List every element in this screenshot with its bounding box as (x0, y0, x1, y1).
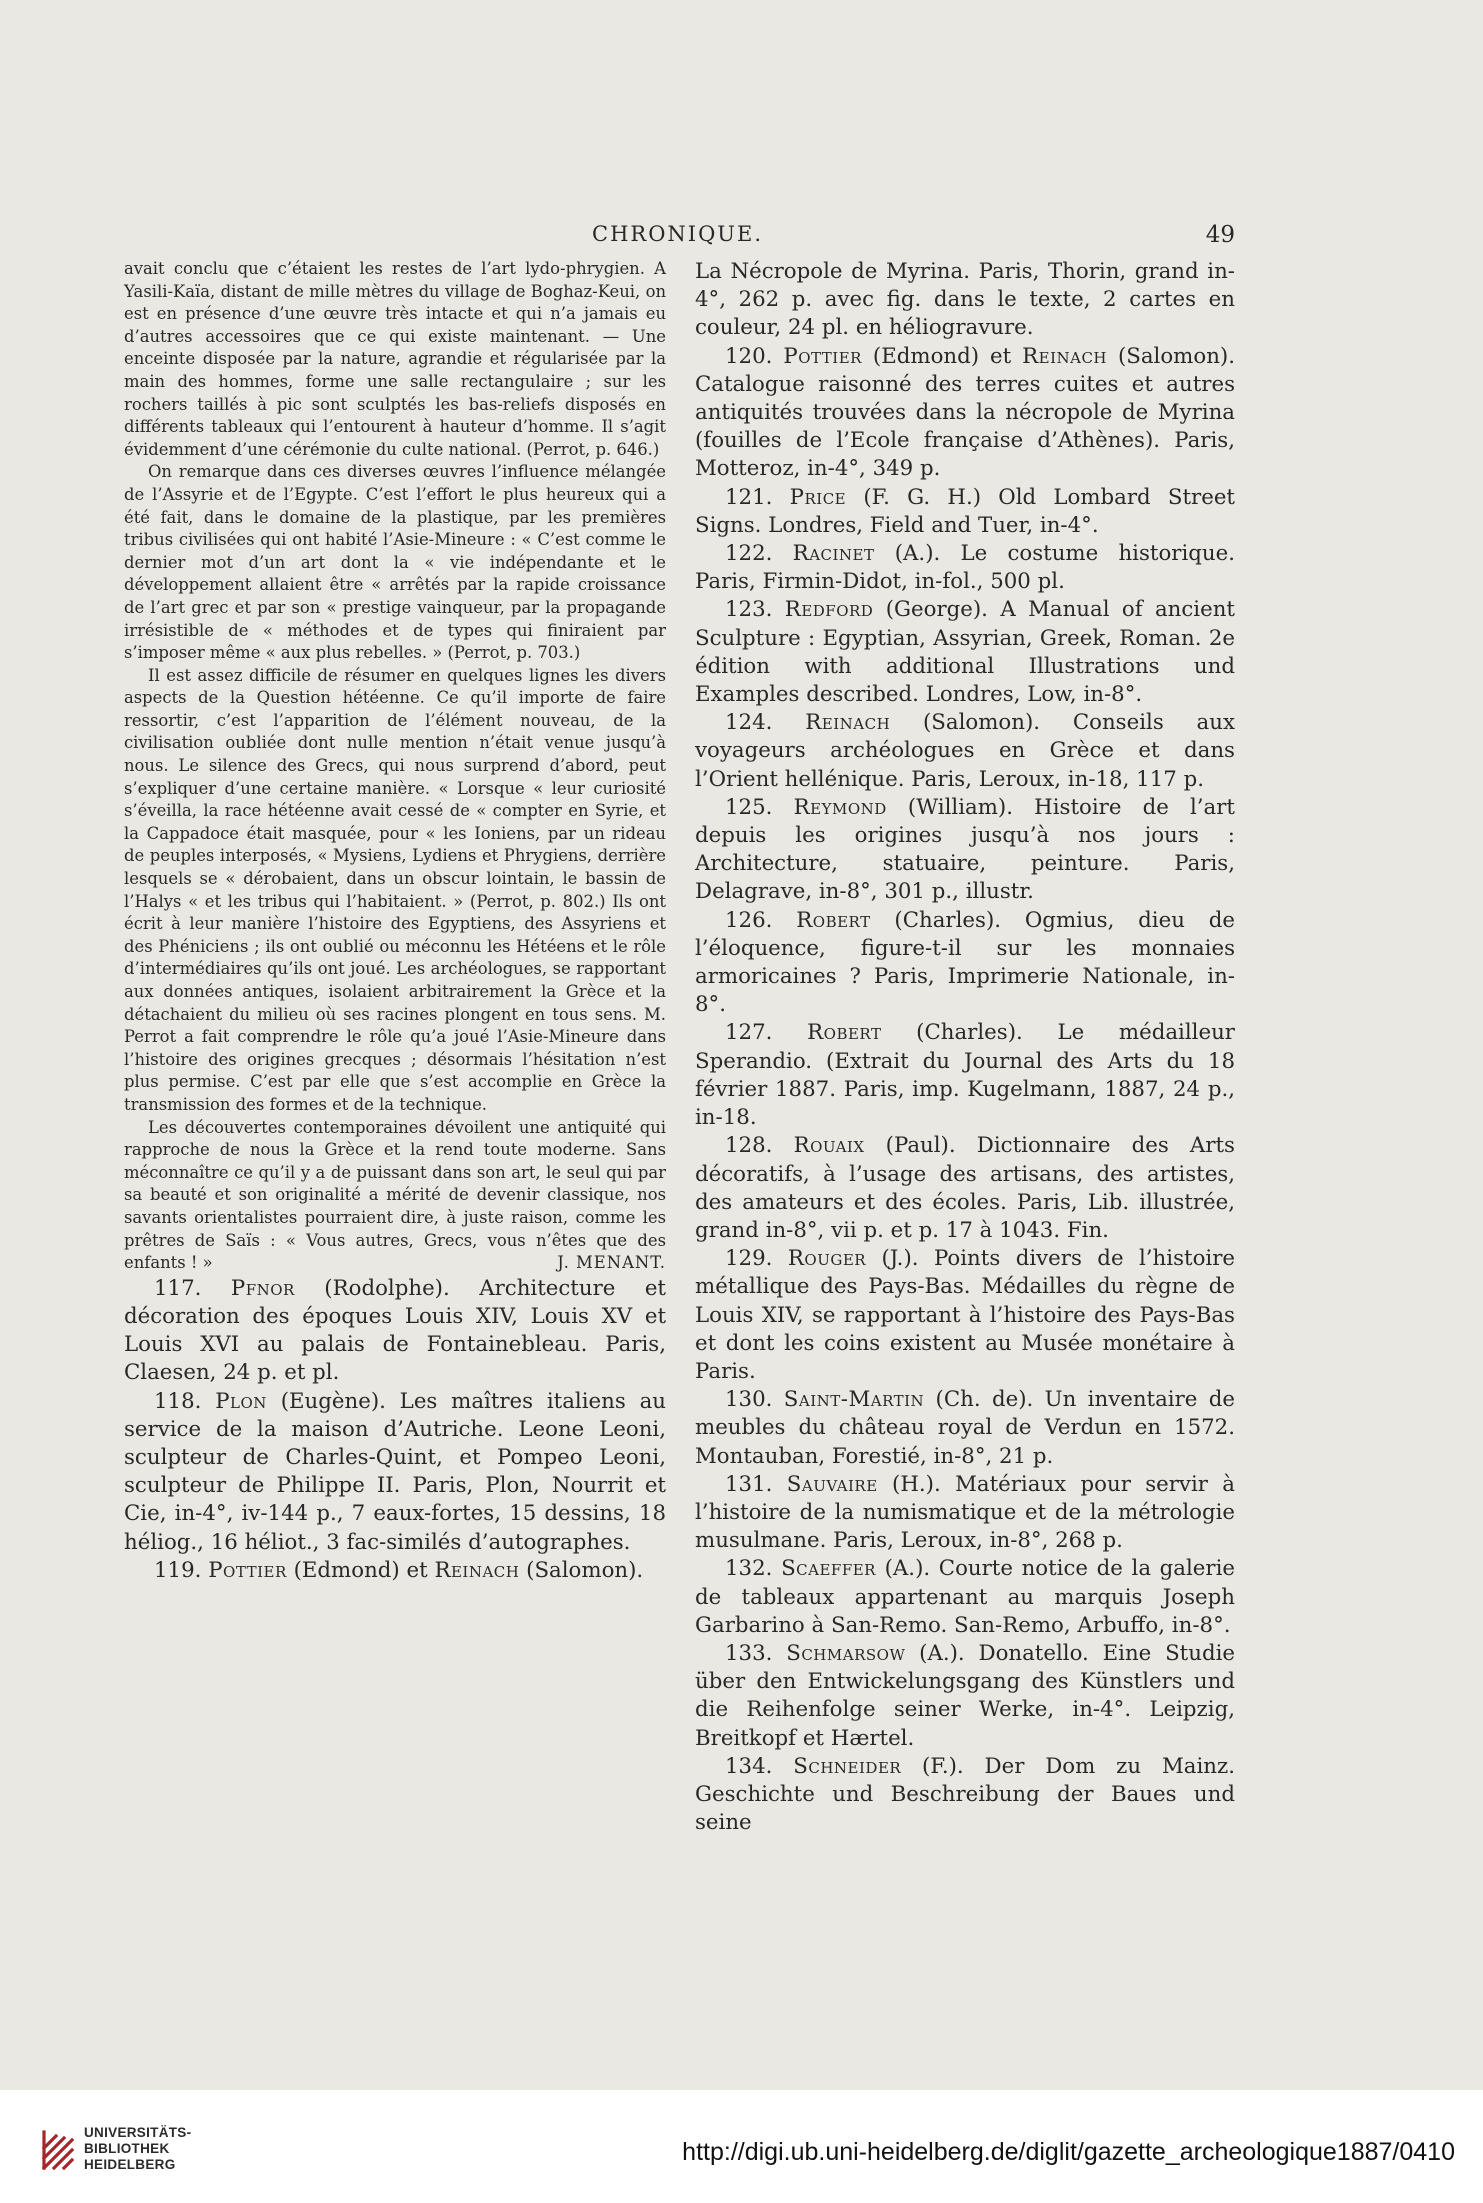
entry-number: 119. (154, 1557, 202, 1583)
entry-number: 130. (725, 1387, 773, 1413)
entry-number: 133. (725, 1640, 773, 1666)
entry-text: (William). Histoire de l’art depuis les origines jusqu’à nos jours : Architecture, statuaire, peinture. Paris, Delagrave, in-8°, 301 p., illustr. (695, 794, 1235, 905)
ub-heidelberg-logo-icon (40, 2122, 76, 2172)
entry-author: Reinach (434, 1557, 520, 1583)
entry-author: Rouaix (793, 1133, 865, 1159)
bibliography-entry (124, 1275, 666, 1388)
author-signature: J. MENANT. (557, 1253, 666, 1273)
entry-author: Schmarsow (786, 1640, 906, 1666)
entry-number: 124. (725, 710, 773, 736)
entry-text: (Paul). Dictionnaire des Arts décoratifs, à l’usage des artisans, des artistes, des amateurs et des écoles. Paris, Lib. illustrée, grand in-8°, vii p. et p. 17 à 1043. Fin. (695, 1133, 1235, 1243)
bibliography-entry (695, 709, 1235, 794)
source-url[interactable]: http://digi.ub.uni-heidelberg.de/diglit/gazette_archeologique1887/0410 (682, 2138, 1455, 2166)
entry-number: 120. (725, 343, 773, 369)
bibliography-entry (695, 1471, 1235, 1556)
entry-author: Saint-Martin (783, 1387, 925, 1413)
paragraph: On remarque dans ces diverses œuvres l’influence mélangée de l’Assyrie et de l’Egypte. C’est l’effort le plus heureux qui a été fait, dans le domaine de la plastique, par les premières tribus civilisées qui ont habité l’Asie-Mineure : « C’est comme le dernier mot d’un art dont la « vie indépendante et le développement allaient être « arrêtés par la rapide croissance de l’art grec et par son « prestige vainqueur, par la propagande irrésistible de « méthodes et de types qui finiraient par s’imposer même « aux plus rebelles. » (Perrot, p. 703.) (124, 462, 666, 663)
bibliography-entry (695, 1753, 1235, 1838)
entry-author: Rouger (787, 1246, 867, 1272)
entry-text: (Edmond) et (861, 343, 1023, 369)
entry-number: 125. (725, 794, 773, 820)
running-head (120, 222, 1235, 252)
entry-text: (George). A Manual of ancient Sculpture : Egyptian, Assyrian, Greek, Roman. 2e édition with additional Illustrations und Examples described. Londres, Low, in-8°. (695, 597, 1235, 708)
entry-number: 134. (725, 1753, 773, 1779)
left-column (124, 258, 666, 1585)
bibliography-entry (695, 540, 1235, 596)
entry-text: (Salomon). Conseils aux voyageurs archéologues en Grèce et dans l’Orient hellénique. Paris, Leroux, in-18, 117 p. (695, 710, 1235, 792)
entry-text: (F.). Der Dom zu Mainz. Geschichte und Beschreibung der Baues und seine (695, 1753, 1235, 1836)
bibliography-entry (124, 1388, 666, 1557)
entry-text: (F. G. H.) Old Lombard Street Signs. Londres, Field and Tuer, in-4°. (695, 484, 1235, 538)
entry-text: (Edmond) et (286, 1557, 435, 1583)
entry-number: 118. (154, 1388, 202, 1414)
bibliography-entry (695, 1386, 1235, 1471)
entry-author: Robert (807, 1020, 882, 1046)
entry-author: Redford (784, 597, 874, 623)
entry-author: Robert (796, 907, 871, 933)
entry-author: Pfnor (230, 1275, 295, 1301)
entry-author: Schneider (793, 1753, 902, 1779)
entry-author: Racinet (792, 541, 875, 567)
page-number: 49 (1205, 222, 1235, 248)
entry-number: 122. (725, 541, 773, 567)
entry-author: Reymond (793, 794, 887, 820)
entry-text: (Salomon). Catalogue raisonné des terres cuites et autres antiquités trouvées dans la nécropole de Myrina (fouilles de l’Ecole française d’Athènes). Paris, Motteroz, in-4°, 349 p. (695, 343, 1235, 482)
entry-number: 129. (725, 1246, 773, 1272)
entry-author: Reinach (1022, 343, 1108, 369)
bibliography-entry (695, 1245, 1235, 1386)
paragraph: avait conclu que c’étaient les restes de l’art lydo-phrygien. A Yasili-Kaïa, distant de mille mètres du village de Boghaz-Keui, on est en présence d’une œuvre très intacte et qui n’a jamais eu d’autres accessoires que ce qui existe maintenant. — Une enceinte disposée par la nature, agrandie et régularisée par la main des hommes, forme une salle rectangulaire ; sur les rochers taillés à pic sont sculptés les bas-reliefs disposés en différents tableaux qui l’entourent à hauteur d’homme. Il s’agit évidemment d’une cérémonie du culte national. (Perrot, p. 646.) (124, 259, 666, 459)
bibliography-entry (124, 1557, 666, 1585)
entry-number: 128. (725, 1133, 773, 1159)
review-text (124, 258, 666, 1275)
entry-author: Sauvaire (786, 1471, 878, 1497)
entry-text: (Rodolphe). Architecture et décoration des époques Louis XIV, Louis XV et Louis XVI au palais de Fontainebleau. Paris, Claesen, 24 p. et pl. (124, 1275, 666, 1386)
entry-text: (Ch. de). Un inventaire de meubles du château royal de Verdun en 1572. Montauban, Forestié, in-8°, 21 p. (695, 1387, 1235, 1469)
entry-text: (Eugène). Les maîtres italiens au service de la maison d’Autriche. Leone Leoni, sculpteur de Charles-Quint, et Pompeo Leoni, sculpteur de Philippe II. Paris, Plon, Nourrit et Cie, in-4°, iv-144 p., 7 eaux-fortes, 15 dessins, 18 héliog., 16 héliot., 3 fac-similés d’autographes. (124, 1388, 666, 1555)
library-name-line: BIBLIOTHEK (84, 2141, 170, 2156)
library-name-line: HEIDELBERG (84, 2157, 176, 2172)
bibliography-entry (695, 1132, 1235, 1245)
entry-number: 117. (154, 1275, 202, 1301)
entry-number: 126. (725, 907, 773, 933)
bibliography-entry (695, 596, 1235, 709)
bibliography-entry (695, 907, 1235, 1020)
page-title: CHRONIQUE. (592, 222, 763, 246)
entry-text: (H.). Matériaux pour servir à l’histoire de la numismatique et de la métrologie musulmane. Paris, Leroux, in-8°, 268 p. (695, 1471, 1235, 1554)
entry-author: Reinach (805, 710, 891, 736)
entry-continuation: La Nécropole de Myrina. Paris, Thorin, grand in-4°, 262 p. avec fig. dans le texte, 2 cartes en couleur, 24 pl. en héliogravure. (695, 259, 1235, 341)
bibliography-entry (695, 1019, 1235, 1132)
entry-author: Pottier (208, 1557, 287, 1583)
bibliography-left (124, 1275, 666, 1585)
entry-number: 131. (725, 1471, 773, 1497)
paragraph: Il est assez difficile de résumer en quelques lignes les divers aspects de la Question hétéenne. Ce qu’il importe de faire ressortir, c’est l’apparition de l’élément nouveau, de la civilisation oubliée dont nulle mention n’était venue jusqu’à nous. Le silence des Grecs, qui nous surprend d’abord, peut s’expliquer d’une certaine manière. « Lorsque « leur curiosité s’éveilla, la race hétéenne avait cessé de « compter en Syrie, et la Cappadoce était masquée, pour « les Ioniens, par un rideau de peuples interposés, « Mysiens, Lydiens et Phrygiens, derrière lesquels se « dérobaient, dans un obscur lointain, le bassin de l’Halys « et les tribus qui l’habitaient. » (Perrot, p. 802.) Ils ont écrit à leur manière l’histoire des Egyptiens, des Assyriens et des Phéniciens ; ils ont oublié ou méconnu les Hétéens et le rôle d’intermédiaires qu’ils ont joué. Les archéologues, se rapportant aux données antiques, isolaient arbitrairement la Grèce et la détachaient du milieu où ses racines plongent en tous sens. M. Perrot a fait comprendre le rôle qu’a joué l’Asie-Mineure dans l’histoire des origines grecques ; désormais l’hésitation n’est plus permise. C’est par elle que s’est accomplie en Grèce la transmission des formes et de la technique. (124, 665, 666, 1114)
bibliography-entry (695, 343, 1235, 484)
entry-number: 132. (725, 1556, 773, 1582)
entry-text: (Salomon). (519, 1557, 644, 1583)
library-name-line: UNIVERSITÄTS- (84, 2125, 192, 2140)
right-column (695, 258, 1235, 1837)
entry-text: (A.). Courte notice de la galerie de tableaux appartenant au marquis Joseph Garbarino à San-Remo. San-Remo, Arbuffo, in-8°. (695, 1556, 1235, 1638)
bibliography-entry (695, 1640, 1235, 1753)
entry-number: 127. (725, 1020, 773, 1046)
entry-author: Scaeffer (781, 1556, 876, 1582)
entry-text: (A.). Le costume historique. Paris, Firmin-Didot, in-fol., 500 pl. (695, 541, 1235, 595)
entry-number: 123. (725, 597, 773, 623)
paragraph (124, 1117, 666, 1275)
entry-author: Plon (215, 1388, 267, 1414)
entry-author: Price (789, 484, 847, 510)
entry-text: (J.). Points divers de l’histoire métallique des Pays-Bas. Médailles du règne de Louis XIV, se rapportant à l’histoire des Pays-Bas et dont les coins existent au Musée monétaire à Paris. (695, 1246, 1235, 1384)
entry-text: (Charles). Le médailleur Sperandio. (Extrait du Journal des Arts du 18 février 1887. Paris, imp. Kugelmann, 1887, 24 p., in-18. (695, 1020, 1235, 1131)
bibliography-entry (695, 794, 1235, 907)
bibliography-entry (695, 484, 1235, 540)
entry-text: (Charles). Ogmius, dieu de l’éloquence, figure-t-il sur les monnaies armoricaines ? Paris, Imprimerie Nationale, in-8°. (695, 907, 1235, 1018)
paragraph-text: Les découvertes contemporaines dévoilent une antiquité qui rapproche de nous la Grèce et la rend toute moderne. Sans méconnaître ce qu’il y a de puissant dans son art, le seul qui par sa beauté et son originalité a mérité de devenir classique, nos savants orientalistes pourraient dire, à juste raison, comme les prêtres de Saïs : « Vous autres, Grecs, vous n’êtes que des enfants ! » (124, 1117, 666, 1273)
entry-author: Pottier (783, 343, 862, 369)
library-name (84, 2125, 191, 2173)
bibliography-entry (695, 1555, 1235, 1640)
entry-text: (A.). Donatello. Eine Studie über den Entwickelungsgang des Künstlers und die Reihenfolge seiner Werke, in-4°. Leipzig, Breitkopf et Hærtel. (695, 1640, 1235, 1751)
entry-number: 121. (725, 484, 773, 510)
